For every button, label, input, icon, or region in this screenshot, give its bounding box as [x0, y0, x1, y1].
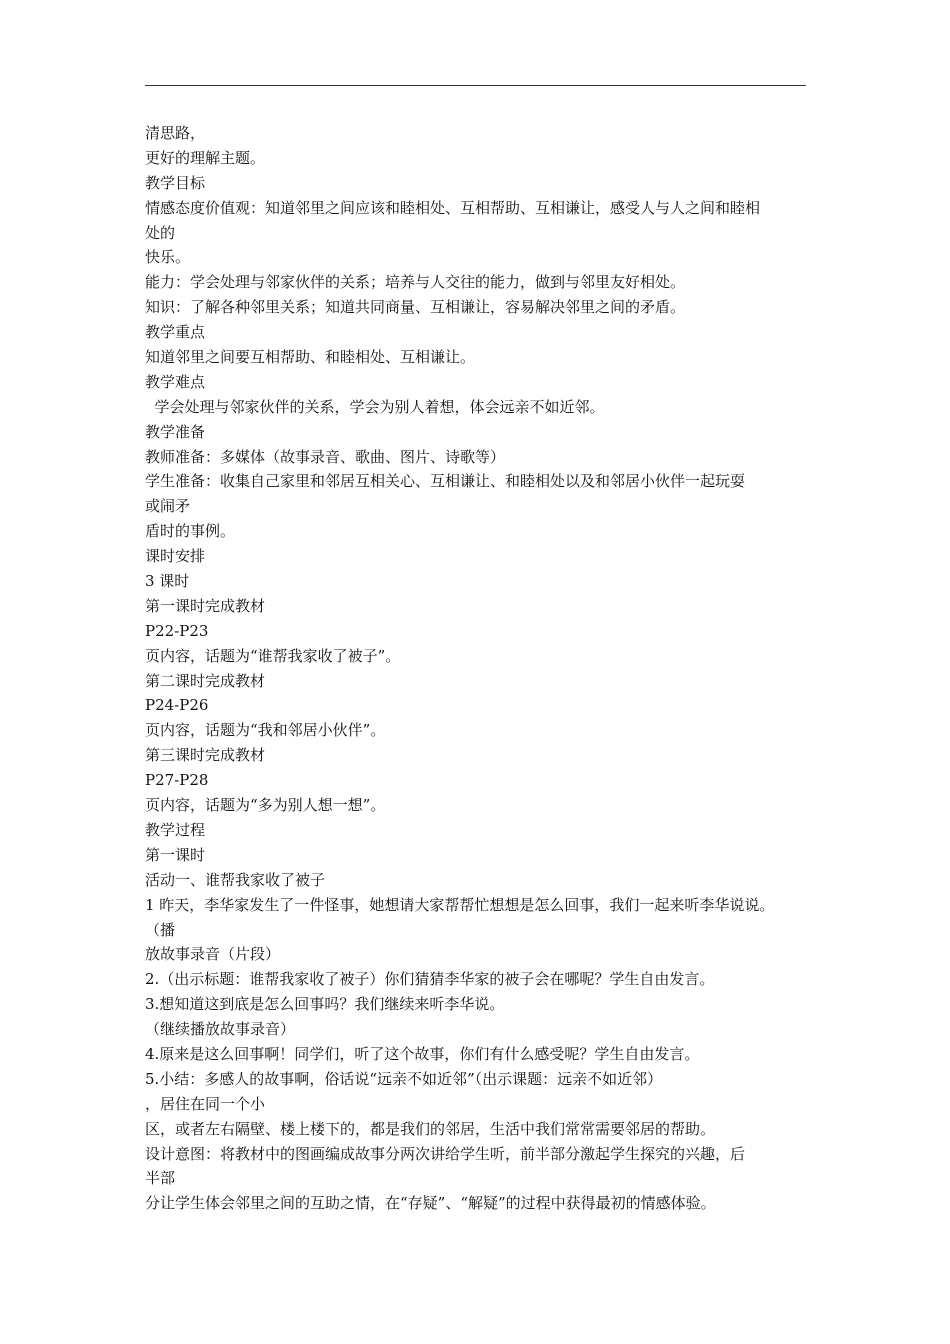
text-line: 能力：学会处理与邻家伙伴的关系；培养与人交往的能力，做到与邻里友好相处。: [145, 273, 686, 292]
text-line: 清思路，: [145, 124, 206, 142]
text-line: 第二课时完成教材: [145, 671, 266, 690]
text-line: 情感态度价值观：知道邻里之间应该和睦相处、互相帮助、互相谦让，感受人与人之间和睦相: [145, 198, 761, 217]
text-line: 设计意图：将教材中的图画编成故事分两次讲给学生听，前半部分激起学生探究的兴趣，后: [145, 1144, 746, 1163]
text-line: 第三课时完成教材: [145, 746, 266, 765]
text-line: （继续播放故事录音）: [145, 1020, 296, 1039]
section-heading: 教学重点: [145, 323, 206, 342]
text-line: P22-P23: [145, 621, 209, 640]
text-line: 5.小结：多感人的故事啊，俗话说“远亲不如近邻”（出示课题：远亲不如近邻）: [145, 1069, 663, 1088]
text-line: P27-P28: [145, 771, 209, 790]
text-line: 3 课时: [145, 572, 190, 591]
text-line: ，居住在同一个小: [145, 1094, 266, 1113]
section-heading: 教学目标: [145, 173, 206, 192]
text-line: 2.（出示标题：谁帮我家收了被子）你们猜猜李华家的被子会在哪呢？学生自由发言。: [145, 970, 715, 989]
text-line: 知识：了解各种邻里关系；知道共同商量、互相谦让，容易解决邻里之间的矛盾。: [145, 298, 686, 317]
text-line: 处的: [145, 223, 176, 242]
document-body: [145, 121, 820, 1216]
section-heading: 教学难点: [145, 372, 206, 391]
text-line: （播: [145, 920, 176, 939]
header-rule: [145, 85, 806, 86]
text-line: 分让学生体会邻里之间的互助之情，在“存疑”、“解疑”的过程中获得最初的情感体验。: [145, 1194, 716, 1213]
text-line: 第一课时完成教材: [145, 596, 266, 615]
text-line: 知道邻里之间要互相帮助、和睦相处、互相谦让。: [145, 348, 476, 367]
section-heading: 教学准备: [145, 422, 206, 441]
text-line: 页内容，话题为“谁帮我家收了被子”。: [145, 646, 401, 665]
text-line: 学生准备：收集自己家里和邻居互相关心、互相谦让、和睦相处以及和邻居小伙伴一起玩耍: [145, 472, 746, 491]
text-line: 学会处理与邻家伙伴的关系，学会为别人着想，体会远亲不如近邻。: [145, 397, 605, 416]
text-line: 盾时的事例。: [145, 522, 236, 541]
text-line: 区，或者左右隔壁、楼上楼下的，都是我们的邻居，生活中我们常常需要邻居的帮助。: [145, 1119, 716, 1138]
text-line: 1 昨天，李华家发生了一件怪事，她想请大家帮帮忙想想是怎么回事，我们一起来听李华说说。: [145, 895, 775, 914]
text-line: 教师准备：多媒体（故事录音、歌曲、图片、诗歌等）: [145, 447, 506, 466]
text-line: 页内容，话题为“多为别人想一想”。: [145, 796, 386, 815]
text-line: 半部: [145, 1169, 176, 1188]
text-line: 3.想知道这到底是怎么回事吗？我们继续来听李华说。: [145, 995, 505, 1014]
section-heading: 教学过程: [145, 820, 206, 839]
text-line: 放故事录音（片段）: [145, 945, 281, 964]
text-line: 页内容，话题为“我和邻居小伙伴”。: [145, 721, 386, 740]
section-heading: 课时安排: [145, 547, 206, 566]
text-line: 第一课时: [145, 845, 206, 864]
text-line: 快乐。: [145, 248, 191, 267]
text-line: 4.原来是这么回事啊！同学们，听了这个故事，你们有什么感受呢？学生自由发言。: [145, 1044, 700, 1063]
text-line: 或闹矛: [145, 497, 191, 516]
text-line: 更好的理解主题。: [145, 148, 266, 167]
text-line: 活动一、谁帮我家收了被子: [145, 870, 326, 889]
text-line: P24-P26: [145, 696, 209, 715]
